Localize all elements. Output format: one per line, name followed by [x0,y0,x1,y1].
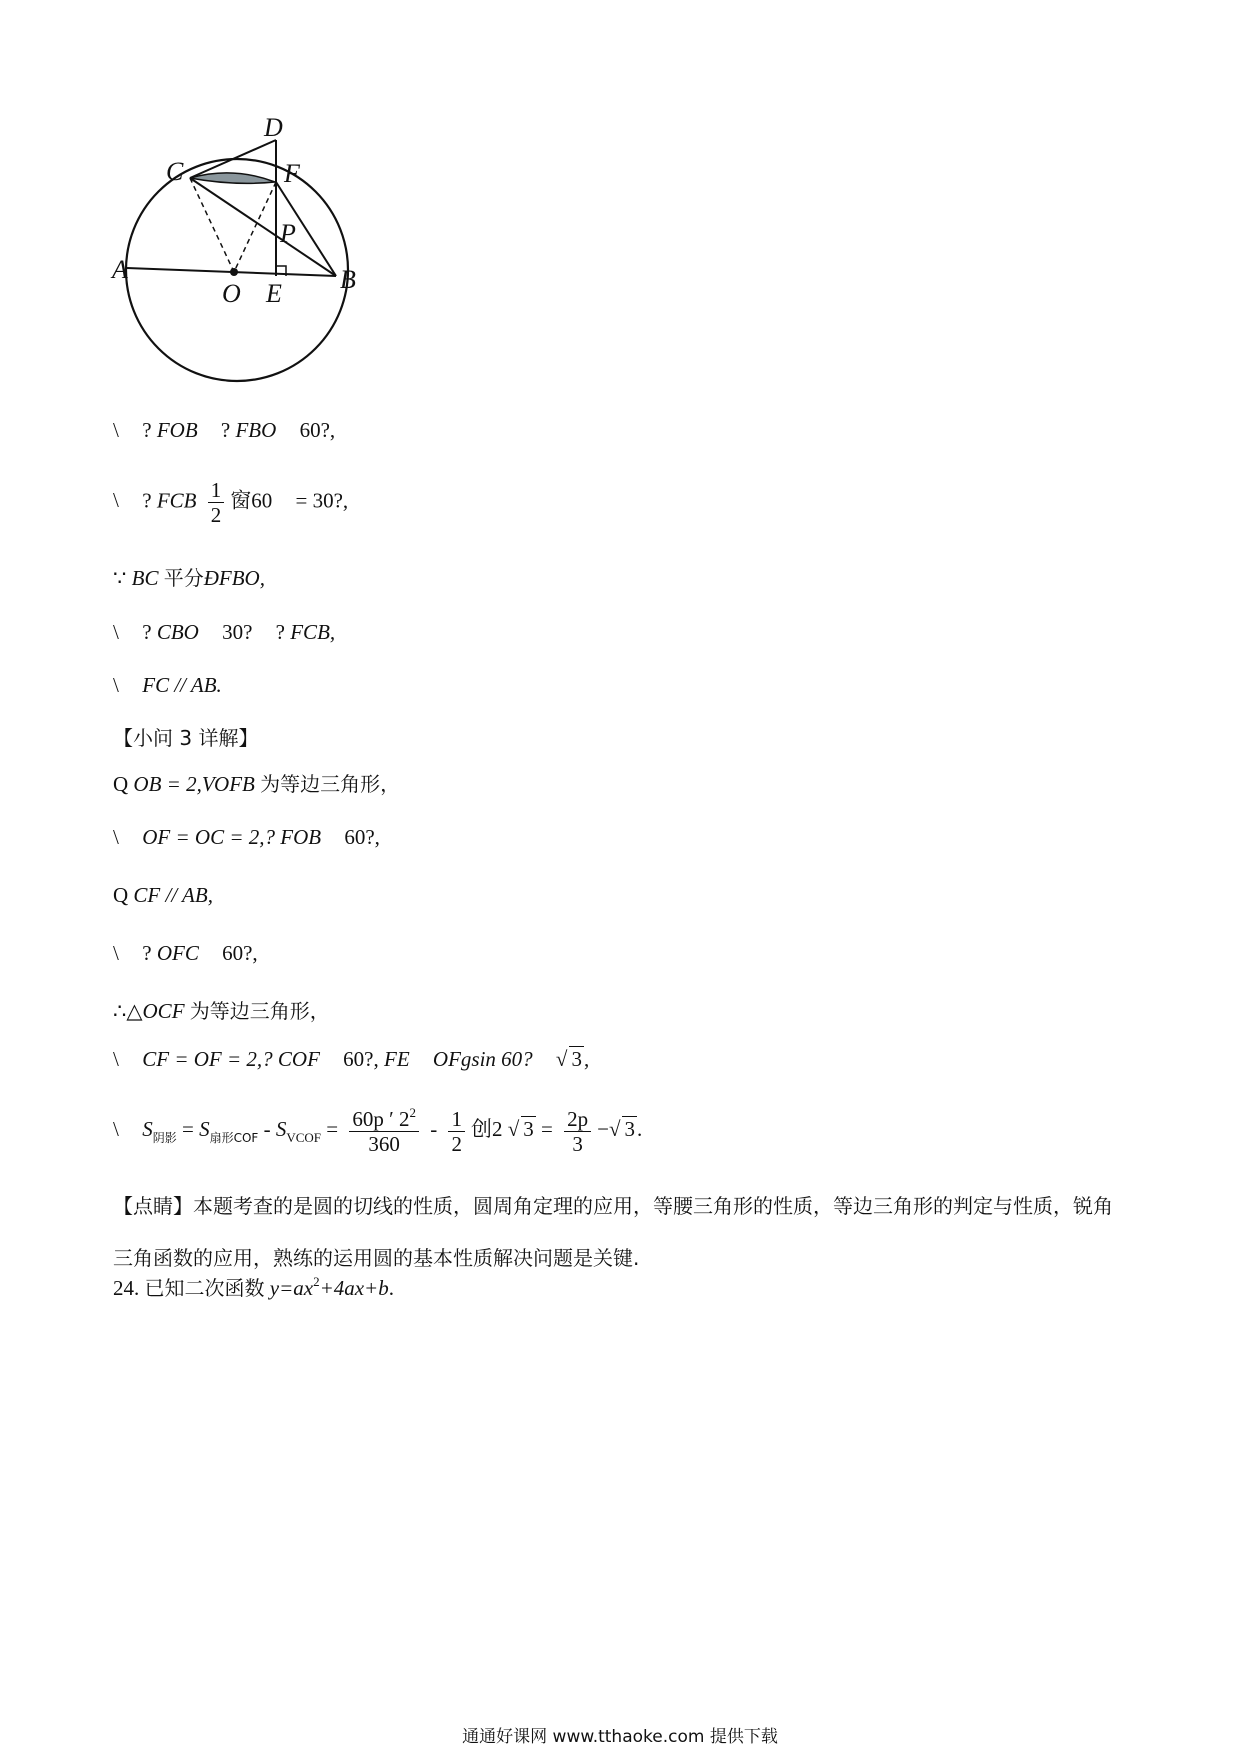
area-symbol: S [199,1116,210,1141]
angle-symbol: ? [142,418,152,442]
solution-line-11: \ CF = OF = 2,? COF 60?, FE OFgsin 60? √ 3, [113,1047,590,1071]
angle-name: FCB [156,488,197,513]
key-point-paragraph: 【点睛】本题考查的是圆的切线的性质，圆周角定理的应用，等腰三角形的性质，等边三角形的判定与性质，锐角三角函数的应用，熟练的运用圆的基本性质解决问题是关键. [113,1194,1113,1270]
question-number: 24. [113,1276,140,1300]
area-symbol: S [275,1116,287,1141]
angle-name: FOB [156,418,198,442]
therefore-symbol: \ [113,825,119,849]
angle-value: 60?, [299,418,336,442]
angle-value: 60?, [222,941,258,965]
segment-cb [190,178,336,276]
angle-value: 60?, [343,1047,379,1071]
page-footer: 通通好课网 www.tthaoke.com 提供下载 [462,1727,778,1747]
question-24: 24. 已知二次函数 $y=ax^2+4ax+b$. [113,1274,394,1300]
therefore-symbol: \ [113,1047,119,1071]
statement-text: 平分 [163,566,204,590]
sqrt-icon: √ 3 [507,1116,534,1141]
expression: y=ax [269,1276,314,1300]
label-b: B [340,265,356,294]
since-symbol: Q [113,772,129,796]
angle-value: 60?, [344,825,380,849]
solution-line-10 [113,995,330,1024]
solution-line-2 [113,478,348,527]
angle-value: = 30?, [295,488,349,513]
question-text: 已知二次函数 [144,1276,265,1300]
sqrt-icon: √ 3 [608,1116,635,1141]
since-symbol: Q [113,883,129,907]
angle-symbol: ? [275,620,285,644]
expression: BC [131,566,159,590]
label-c: C [166,157,184,186]
statement-text: 为等边三角形， [260,772,401,796]
label-p: P [280,219,296,248]
solution-line-7 [113,825,380,850]
fraction-half: $\frac{1}{2}$ [208,478,225,527]
therefore-symbol: \ [113,418,119,442]
label-a: A [112,255,128,284]
area-symbol: S [142,1116,153,1141]
solution-line-9 [113,941,258,966]
angle-value: 30? [222,620,253,644]
angle-name: FBO [235,418,277,442]
solution-line-3 [113,562,265,591]
expression: FE [384,1047,410,1071]
center-dot [230,268,238,276]
label-d: D [264,113,283,142]
geometry-figure [112,108,418,408]
solution-line-1 [113,418,335,443]
expression: FC // AB. [142,673,222,697]
statement-text: 为等边三角形， [189,999,330,1023]
expression: ÐFBO, [203,566,265,590]
therefore-symbol: \ [113,1116,119,1141]
because-symbol: ∵ [113,566,127,590]
expression: OF = OC = 2,? FOB [142,825,322,849]
expression: CF // AB, [133,883,213,907]
expression: +4ax+b [319,1276,389,1300]
solution-line-5 [113,673,222,698]
angle-name: FCB, [290,620,336,644]
expression: OFgsin 60? [432,1047,533,1071]
solution-line-12: \ $S_{阴影} = S_{扇形COF} - S_{VCOF}$ = $\frac{60p ' 2^2}{360}$ - $\frac{1}{2}$ 创2 √ 3 = $\frac{2p}{3}$ −√ 3. [113,1105,643,1157]
solution-line-6 [113,768,400,797]
therefore-symbol: ∴△ [113,999,143,1023]
fraction-half: $\frac{1}{2}$ [448,1107,465,1156]
section-heading: 【小问 3 详解】 [113,726,259,750]
angle-symbol: ? [142,620,152,644]
label-f: F [284,159,300,188]
therefore-symbol: \ [113,620,119,644]
therefore-symbol: \ [113,673,119,697]
expression: CF = OF = 2,? COF [142,1047,320,1071]
therefore-symbol: \ [113,941,119,965]
sqrt-icon: √ 3 [555,1047,582,1071]
angle-name: OFC [156,941,199,965]
label-o: O [222,279,241,308]
angle-symbol: ? [142,941,152,965]
angle-symbol: ? [142,488,152,513]
solution-line-8 [113,883,213,908]
expression: 窗60 [230,488,273,513]
solution-line-4 [113,620,335,645]
fraction-sector: $\frac{60p ' 2^2}{360}$ [349,1106,419,1156]
therefore-symbol: \ [113,488,119,513]
angle-name: CBO [156,620,199,644]
fraction-result: $\frac{2p}{3}$ [564,1107,591,1156]
expression: OB = 2,VOFB [133,772,255,796]
angle-symbol: ? [220,418,231,442]
expression: OCF [142,999,185,1023]
label-e: E [266,279,282,308]
shaded-segment [190,173,275,183]
segment-fo [234,182,276,272]
